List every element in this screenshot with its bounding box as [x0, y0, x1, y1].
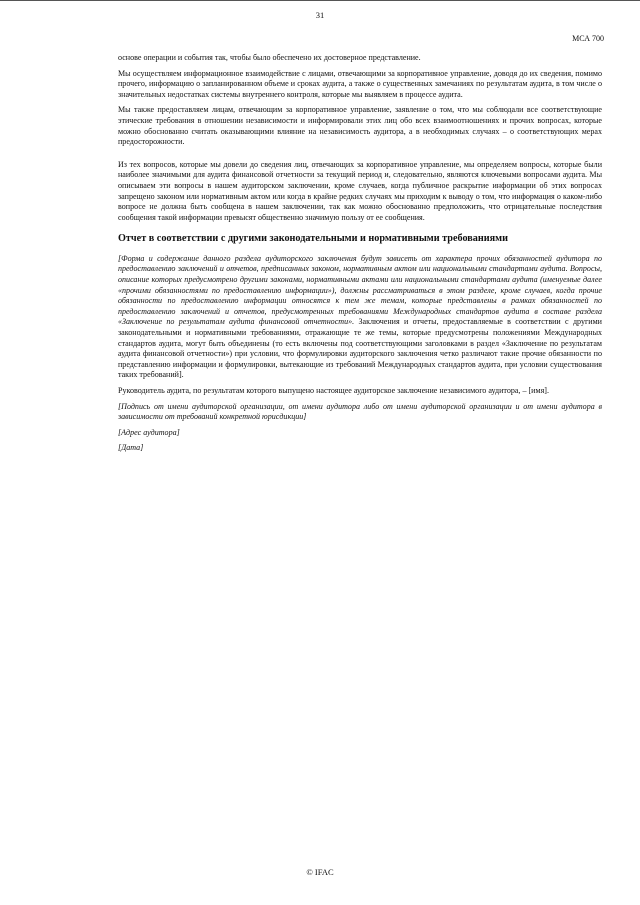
paragraph-key-audit-matters: Из тех вопросов, которые мы довели до сведения лиц, отвечающих за корпоративное управление, мы определяем вопросы, которые были наиболее значимыми для аудита финансовой отчетности за текущий период и, следовательно, являются ключевыми вопросами аудита. Мы описываем эти вопросы в нашем аудиторском заключении, кроме случаев, когда публичное раскрытие информации об этих вопросах запрещено законом или нормативным актом или когда в крайне редких случаях мы приходим к выводу о том, что информация о каком-либо вопросе не должна быть сообщена в нашем заключении, так как можно обоснованно предположить, что отрицательные последствия сообщения такой информации превысят общественно значимую пользу от ее сообщения.	[118, 159, 602, 222]
paragraph-continuation: основе операции и события так, чтобы было обеспечено их достоверное представление.	[118, 53, 421, 62]
paragraph-ethics-statement: Мы также предоставляем лицам, отвечающим за корпоративное управление, заявление о том, что мы соблюдали все соответствующие этические требования в отношении независимости и информировали этих лиц обо всех взаимоотношениях и прочих вопросах, которые можно обоснованно считать оказывающими влияние на независимость аудитора, а в необходимых случаях – о соответствующих мерах предосторожности.	[118, 105, 602, 147]
top-rule	[0, 0, 640, 1]
footer-copyright: © IFAC	[306, 867, 334, 877]
document-code: МСА 700	[572, 34, 604, 43]
auditor-address: [Адрес аудитора]	[118, 427, 180, 437]
other-requirements-regular-text: Заключения и отчеты, предоставляемые в соответствии с другими законодательными и нормативными требованиями, отражающие те же темы, которые предусмотрены положениями Международных стандартов аудита, могут быть объединены (то есть включены под соответствующими заголовками в раздел «Заключение по результатам аудита финансовой отчетности») при условии, что формулировки аудиторского заключения четко различают такие прочие обязанности по представлению информации и формулировки, вытекающие из требований Международных стандартов аудита, при условии существования таких требований].	[118, 317, 602, 380]
section-heading: Отчет в соответствии с другими законодательными и нормативными требованиями	[118, 233, 508, 245]
paragraph-communication: Мы осуществляем информационное взаимодействие с лицами, отвечающими за корпоративное управление, доводя до их сведения, помимо прочего, информацию о запланированном объеме и сроках аудита, а также о существенных замечаниях по результатам аудита, в том числе о значительных недостатках системы внутреннего контроля, которые мы выявляем в процессе аудита.	[118, 68, 602, 99]
report-date: [Дата]	[118, 443, 144, 453]
engagement-partner-statement: Руководитель аудита, по результатам которого выпущено настоящее аудиторское заключение независимого аудитора, – [имя].	[118, 385, 549, 395]
signature-note: [Подпись от имени аудиторской организации, от имени аудитора либо от имени аудиторской организации и от имени аудитора в зависимости от требований конкретной юрисдикции]	[118, 401, 602, 422]
paragraph-other-requirements	[118, 254, 602, 381]
main-content	[118, 53, 602, 459]
other-requirements-italic-text: [Форма и содержание данного раздела аудиторского заключения будут зависеть от характера прочих обязанностей аудитора по предоставлению заключений и отчетов, предписанных законом, нормативным актом или национальными стандартами аудита. Вопросы, описание которых предусмотрено другими законами, нормативными актами или национальными стандартами аудита (именуемые далее «прочими обязанностями по предоставлению информации»), должны рассматриваться в этом разделе, кроме случаев, когда прочие обязанности по предоставлению информации относятся к тем же темам, которые представлены в рамках обязанностей по предоставлению заключений и отчетов, предусмотренных требованиями Международных стандартов аудита в составе раздела «Заключение по результатам аудита финансовой отчетности».	[118, 253, 602, 327]
page-number: 31	[315, 10, 325, 20]
